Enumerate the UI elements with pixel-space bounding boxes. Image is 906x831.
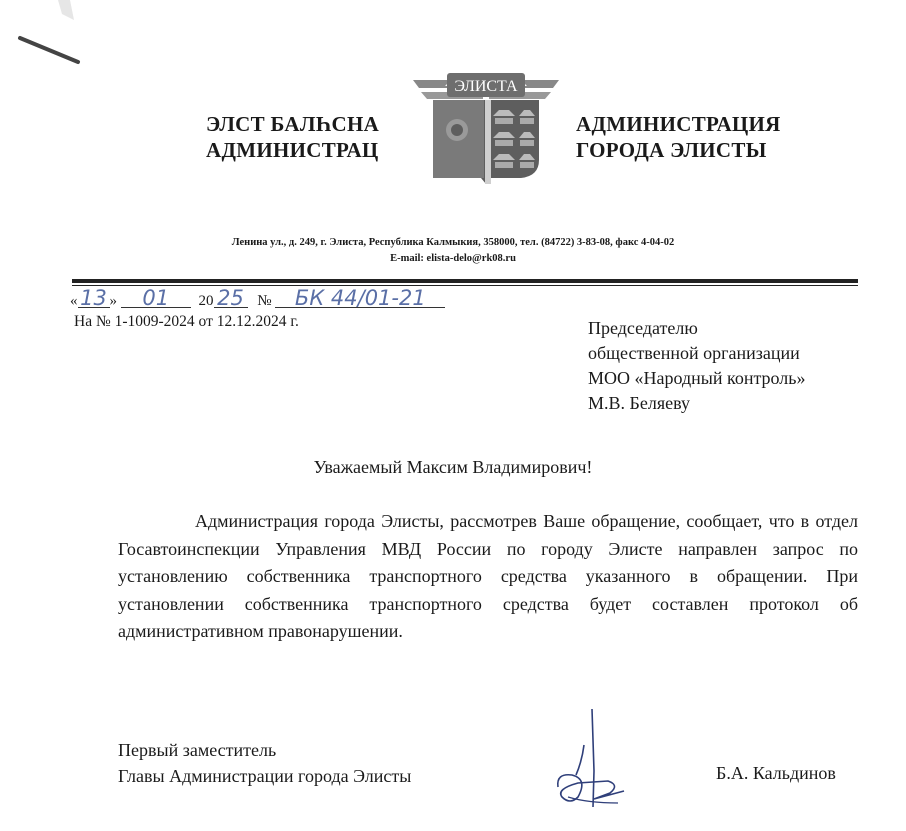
reg-number: БК 44/01-21 — [275, 289, 445, 308]
emblem-label: ЭЛИСТА — [454, 78, 518, 95]
registration-line: « 13 » 01 20 25 № БК 44/01-21 — [70, 289, 570, 310]
reg-month: 01 — [121, 289, 191, 308]
header-right-title: АДМИНИСТРАЦИЯ ГОРОДА ЭЛИСТЫ — [576, 112, 781, 162]
signatory-name: Б.А. Кальдинов — [716, 763, 836, 783]
header-left-title: ЭЛСТ БАЛҺСНА АДМИНИСТРАЦ — [206, 112, 380, 162]
greeting: Уважаемый Максим Владимирович! — [313, 457, 593, 477]
recipient-block: Председателю общественной организации МОО «Народный контроль» М.В. Беляеву — [588, 318, 806, 413]
elista-coat-of-arms-icon — [411, 66, 561, 192]
reg-day: 13 — [78, 289, 110, 308]
header-divider-thin — [72, 285, 858, 286]
letter-body: Администрация города Элисты, рассмотрев Ваше обращение, сообщает, что в отдел Госавтоинспекции Управления МВД России по городу Элисте направлен запрос по установлению собственника транспортного средства указанного в обращении. При установлении собственника транспортного средства будет составлен протокол об административном правонарушении. — [118, 511, 858, 641]
email-line: E-mail: elista-delo@rk08.ru — [390, 253, 516, 264]
scan-artifact-icon — [0, 0, 110, 90]
handwritten-signature-icon — [548, 705, 628, 815]
address-line: Ленина ул., д. 249, г. Элиста, Республика Калмыкия, 358000, тел. (84722) 3-83-08, факс 4-04-02 — [231, 237, 675, 248]
reference-line: На № 1-1009-2024 от 12.12.2024 г. — [74, 313, 299, 330]
header-divider-thick — [72, 279, 858, 283]
signatory-position: Первый заместитель Главы Администрации города Элисты — [118, 740, 412, 786]
reg-year: 25 — [214, 289, 248, 308]
